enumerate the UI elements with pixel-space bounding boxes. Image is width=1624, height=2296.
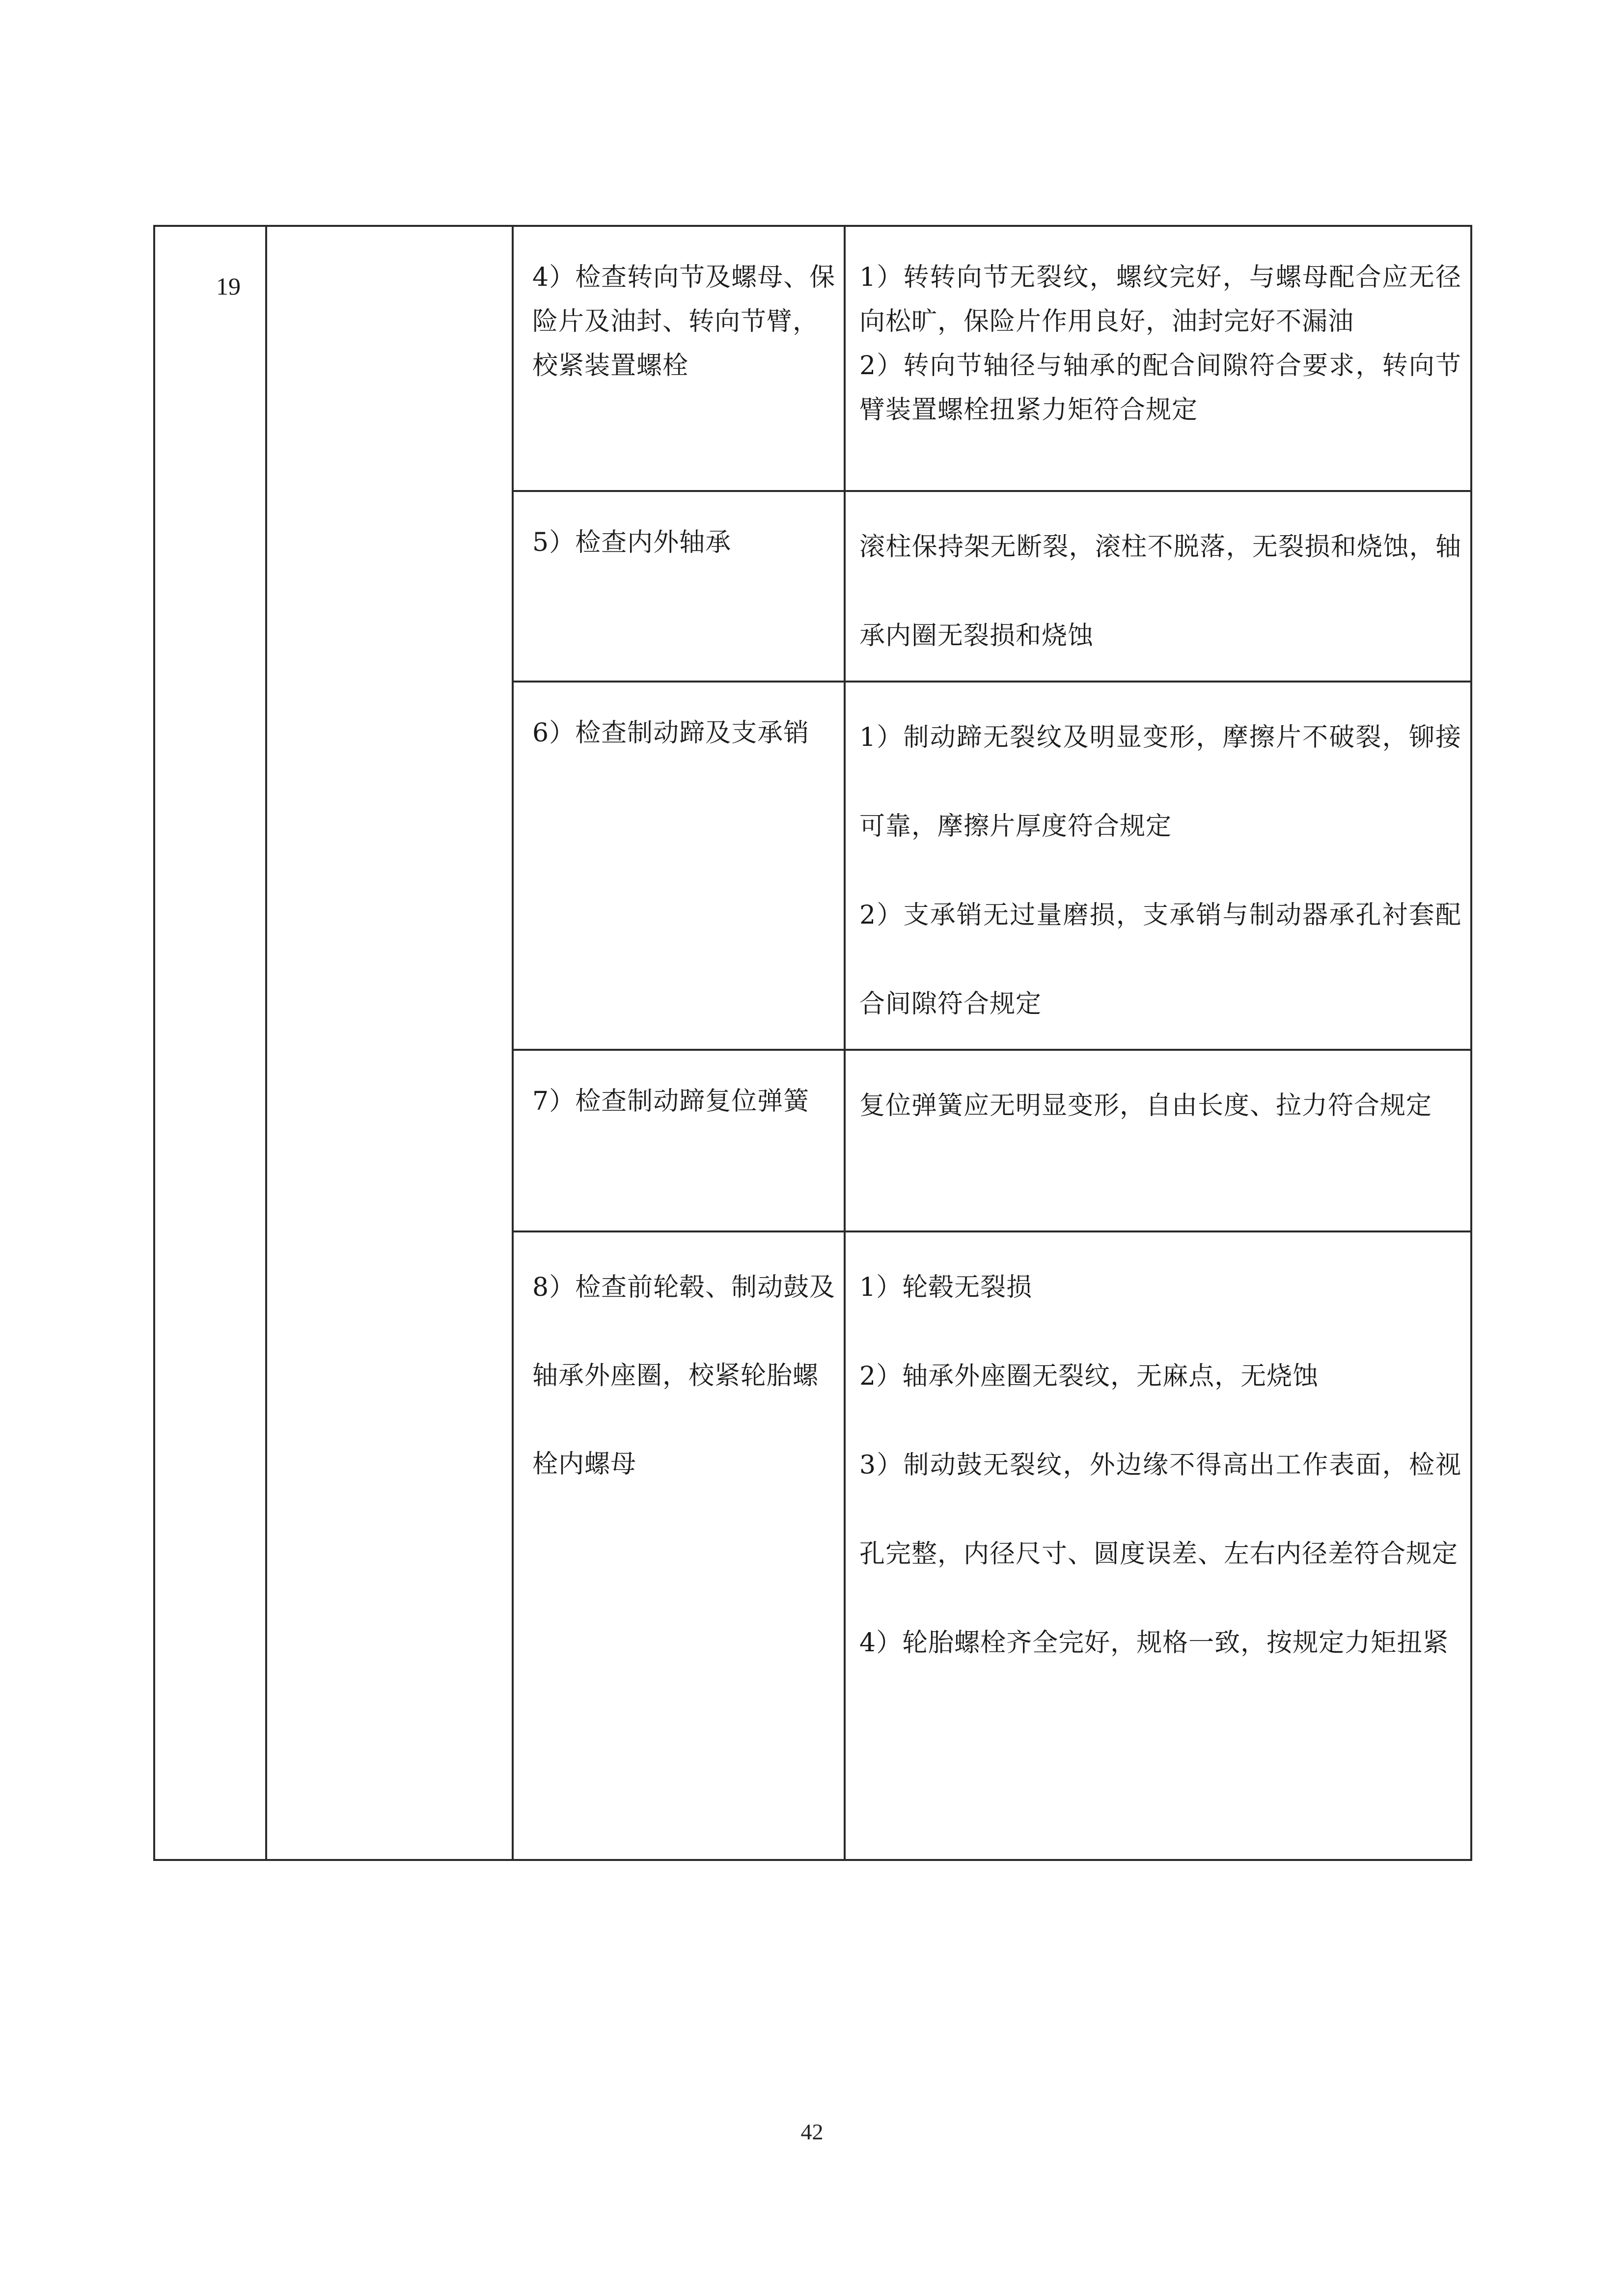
inspection-item: 4）检查转向节及螺母、保险片及油封、转向节臂，校紧装置螺栓	[532, 263, 836, 381]
item-cell	[513, 491, 845, 682]
row-number-cell	[154, 226, 266, 1860]
requirements	[846, 1051, 1470, 1150]
requirement-line: 2）支承销无过量磨损，支承销与制动器承孔衬套配合间隙符合规定	[859, 901, 1461, 1019]
requirements	[846, 683, 1470, 1049]
requirement-line: 滚柱保持架无断裂，滚柱不脱落，无裂损和烧蚀，轴承内圈无裂损和烧蚀	[859, 532, 1461, 651]
requirements	[846, 227, 1470, 432]
requirement-cell	[845, 682, 1471, 1050]
row-number: 19	[216, 273, 241, 300]
item-cell	[513, 1050, 845, 1231]
inspection-table	[153, 225, 1472, 1861]
requirement-line: 2）转向节轴径与轴承的配合间隙符合要求，转向节臂装置螺栓扭紧力矩符合规定	[859, 351, 1461, 425]
requirement-line: 2）轴承外座圈无裂纹，无麻点，无烧蚀	[859, 1362, 1319, 1391]
page-number: 42	[800, 2119, 824, 2144]
inspection-item: 5）检查内外轴承	[532, 528, 732, 557]
category-cell	[266, 226, 513, 1860]
inspection-item: 8）检查前轮毂、制动鼓及轴承外座圈，校紧轮胎螺栓内螺母	[532, 1273, 836, 1479]
requirement-cell	[845, 491, 1471, 682]
requirement-line: 4）轮胎螺栓齐全完好，规格一致，按规定力矩扭紧	[859, 1628, 1449, 1658]
requirements	[846, 1232, 1470, 1688]
requirement-line: 1）制动蹄无裂纹及明显变形，摩擦片不破裂，铆接可靠，摩擦片厚度符合规定	[859, 723, 1461, 841]
requirement-cell	[845, 226, 1471, 491]
item-cell	[513, 1231, 845, 1860]
requirement-line: 复位弹簧应无明显变形，自由长度、拉力符合规定	[859, 1091, 1432, 1121]
item-cell	[513, 226, 845, 491]
table-row	[154, 226, 1471, 491]
requirement-cell	[845, 1050, 1471, 1231]
requirement-cell	[845, 1231, 1471, 1860]
inspection-item: 7）检查制动蹄复位弹簧	[532, 1087, 810, 1116]
requirement-line: 1）转转向节无裂纹，螺纹完好，与螺母配合应无径向松旷，保险片作用良好，油封完好不漏油	[859, 263, 1461, 336]
inspection-item: 6）检查制动蹄及支承销	[532, 718, 810, 748]
requirements	[846, 492, 1470, 681]
requirement-line: 1）轮毂无裂损	[859, 1273, 1033, 1302]
requirement-line: 3）制动鼓无裂纹，外边缘不得高出工作表面，检视孔完整，内径尺寸、圆度误差、左右内径差符合规定	[859, 1450, 1461, 1569]
item-cell	[513, 682, 845, 1050]
